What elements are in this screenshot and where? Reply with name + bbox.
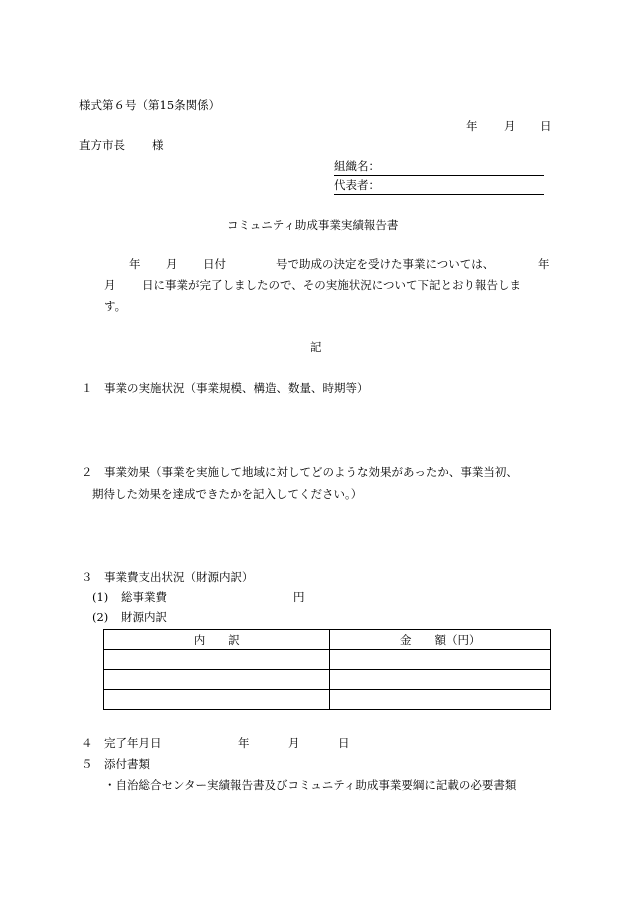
table-row <box>104 690 551 710</box>
date-day-label: 日 <box>540 119 552 133</box>
total-cost-label: 総事業費 <box>121 590 167 604</box>
funding-breakdown-table <box>103 629 551 710</box>
ki-label: 記 <box>310 340 322 354</box>
table-cell-breakdown[interactable] <box>104 670 330 690</box>
section4-number: ４ <box>81 736 93 750</box>
table-cell-breakdown[interactable] <box>104 690 330 710</box>
section4-heading: 完了年月日 <box>104 736 162 750</box>
body-line2-text: 日に事業が完了しましたので、その実施状況について下記とおり報告しま <box>142 278 522 292</box>
section5-number: ５ <box>81 757 93 771</box>
section2-heading-cont: 期待した効果を達成できたかを記入してください。） <box>92 487 363 501</box>
section3-number: ３ <box>81 570 93 584</box>
section1-heading: 事業の実施状況（事業規模、構造、数量、時期等） <box>104 381 369 395</box>
addressee-honorific: 様 <box>152 138 164 152</box>
table-cell-breakdown[interactable] <box>104 650 330 670</box>
funding-breakdown-number: (2) <box>92 610 109 624</box>
table-cell-amount[interactable] <box>330 670 551 690</box>
table-row <box>104 650 551 670</box>
representative-label: 代表者： <box>334 178 380 192</box>
org-name-label: 組織名： <box>334 159 380 173</box>
date-month-label: 月 <box>504 119 516 133</box>
total-cost-unit: 円 <box>293 590 305 604</box>
section1-number: １ <box>81 381 93 395</box>
section2-number: ２ <box>81 465 93 479</box>
body-dated-label: 日付 <box>203 257 226 271</box>
total-cost-number: (1) <box>92 590 109 604</box>
section3-heading: 事業費支出状況（財源内訳） <box>104 570 254 584</box>
completion-month-label: 月 <box>288 736 300 750</box>
table-header-row <box>104 630 551 650</box>
document-title: コミュニティ助成事業実績報告書 <box>227 218 399 232</box>
funding-breakdown-label: 財源内訳 <box>121 610 167 624</box>
representative-field[interactable] <box>334 180 544 195</box>
completion-year-label: 年 <box>238 736 250 750</box>
table-header-amount: 金 額（円） <box>330 630 551 650</box>
section5-heading: 添付書類 <box>104 757 150 771</box>
table-header-breakdown: 内 訳 <box>104 630 330 650</box>
table-row <box>104 670 551 690</box>
body-year2-label: 年 <box>538 257 550 271</box>
attachment-item: ・自治総合センター実績報告書及びコミュニティ助成事業要綱に記載の必要書類 <box>104 778 517 792</box>
completion-day-label: 日 <box>338 736 350 750</box>
body-line3-text: す。 <box>104 299 127 313</box>
org-name-field[interactable] <box>334 161 544 176</box>
body-year-label: 年 <box>129 257 141 271</box>
addressee-name: 直方市長 <box>79 138 125 152</box>
body-month-label: 月 <box>166 257 178 271</box>
form-number: 様式第６号（第15条関係） <box>79 98 221 112</box>
body-line1-text: 号で助成の決定を受けた事業については、 <box>276 257 495 271</box>
table-cell-amount[interactable] <box>330 650 551 670</box>
section2-heading: 事業効果（事業を実施して地域に対してどのような効果があったか、事業当初、 <box>104 465 518 479</box>
body-line2-month: 月 <box>104 278 116 292</box>
table-cell-amount[interactable] <box>330 690 551 710</box>
date-year-label: 年 <box>466 119 478 133</box>
